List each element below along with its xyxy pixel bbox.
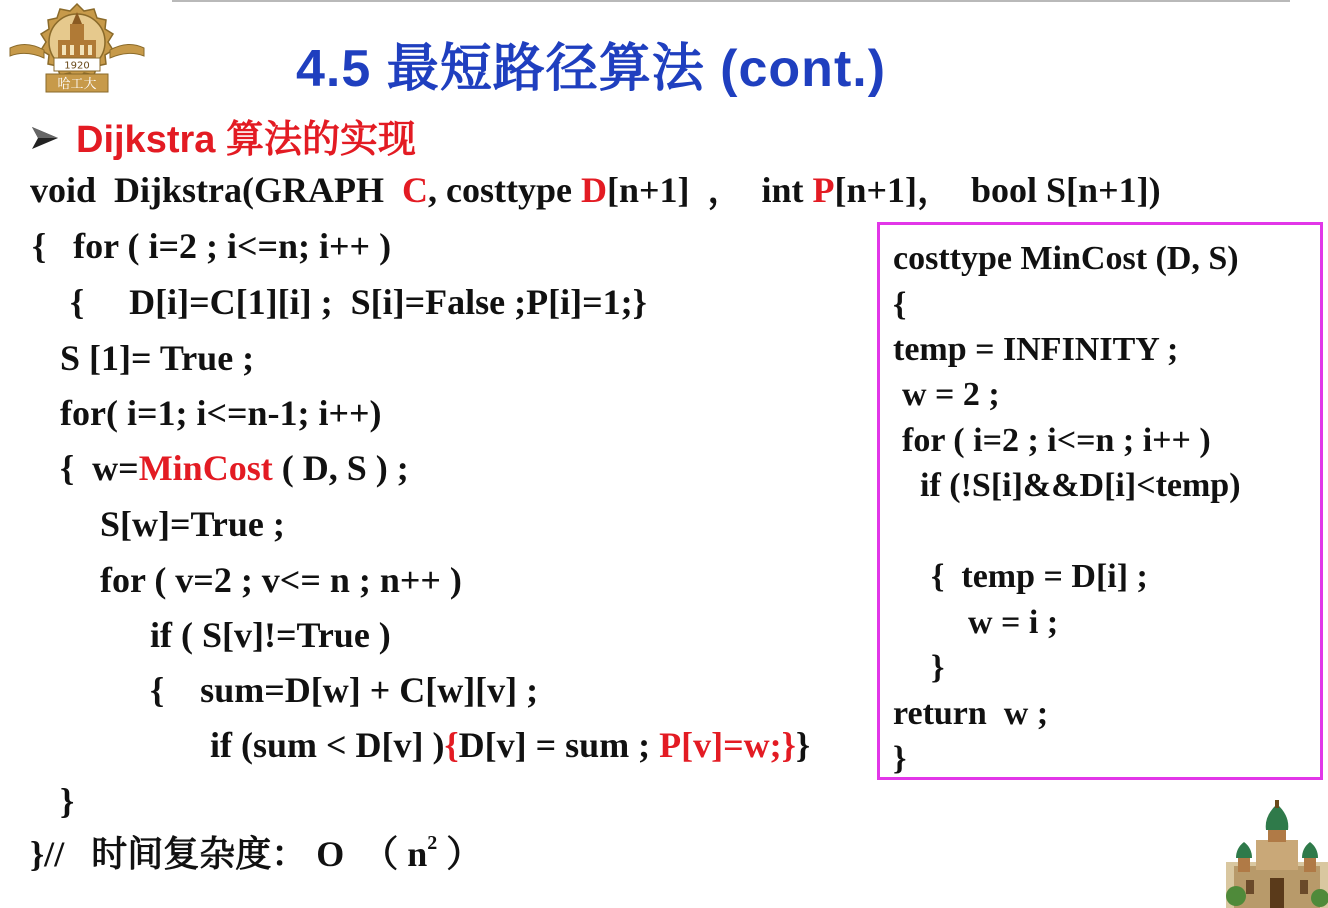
cathedral-illustration <box>1226 800 1328 908</box>
code-text: if (sum < D[v] ) <box>210 725 445 765</box>
code-highlight-mincost: MinCost <box>138 448 273 488</box>
code-text: } <box>795 725 811 765</box>
code-text: }// 时间复杂度： O （ n <box>30 834 428 874</box>
code-text: ） <box>437 834 483 874</box>
mincost-line: temp = INFINITY ; <box>893 331 1179 368</box>
mincost-line: for ( i=2 ; i<=n ; i++ ) <box>902 422 1211 459</box>
mincost-line: return w ; <box>893 695 1049 732</box>
mincost-line: w = 2 ; <box>902 376 1000 413</box>
code-highlight-p: P <box>812 170 835 210</box>
code-line-init-loop: { for ( i=2 ; i<=n; i++ ) <box>32 226 392 266</box>
code-highlight-c: C <box>402 170 428 210</box>
mincost-line: } <box>931 649 945 686</box>
code-line-relax <box>210 727 810 763</box>
slide-title: 4.5 最短路径算法 (cont.) <box>296 40 887 98</box>
code-line-main-loop: for( i=1; i<=n-1; i++) <box>60 393 382 433</box>
mincost-line: costtype MinCost (D, S) <box>893 240 1239 277</box>
code-text: D[v] = sum ; <box>458 725 660 765</box>
mincost-line: { <box>893 286 907 323</box>
code-line-inner-loop: for ( v=2 ; v<= n ; n++ ) <box>100 560 462 600</box>
code-highlight-pv: P[v]=w; <box>659 725 782 765</box>
code-text: void Dijkstra(GRAPH <box>30 170 402 210</box>
logo-text: 哈工大 <box>57 77 97 92</box>
code-line-init-body: { D[i]=C[1][i] ; S[i]=False ;P[i]=1;} <box>70 282 647 322</box>
code-line-if-not-in-s: if ( S[v]!=True ) <box>150 615 391 655</box>
code-text: { w= <box>60 448 139 488</box>
code-text: [n+1] ， int <box>606 170 813 210</box>
logo-year: 1920 <box>64 60 90 72</box>
code-superscript: 2 <box>427 832 438 854</box>
arrow-bullet-icon <box>30 123 60 153</box>
mincost-line: if (!S[i]&&D[i]<temp) <box>920 467 1241 504</box>
code-highlight-d: D <box>580 170 607 210</box>
code-highlight-brace: } <box>781 725 796 765</box>
university-logo <box>6 0 148 100</box>
section-heading-text: Dijkstra 算法的实现 <box>76 119 416 161</box>
code-line-sum: { sum=D[w] + C[w][v] ; <box>150 670 539 710</box>
mincost-line: } <box>893 740 907 777</box>
top-rule <box>172 0 1290 2</box>
code-highlight-brace: { <box>444 725 459 765</box>
section-heading <box>30 108 416 163</box>
code-line-mark-w: S[w]=True ; <box>100 504 285 544</box>
mincost-line: w = i ; <box>968 604 1059 641</box>
code-line-set-source: S [1]= True ; <box>60 338 255 378</box>
code-line-complexity <box>30 832 483 874</box>
code-line-signature <box>30 172 1161 208</box>
code-line-close-loop: } <box>60 781 75 821</box>
code-text: ( D, S ) ; <box>272 448 409 488</box>
code-text: [n+1]， bool S[n+1]) <box>834 170 1161 210</box>
code-text: , costtype <box>428 170 581 210</box>
mincost-function-box <box>877 222 1323 780</box>
mincost-line: { temp = D[i] ; <box>931 558 1148 595</box>
code-line-mincost-call <box>60 450 409 486</box>
